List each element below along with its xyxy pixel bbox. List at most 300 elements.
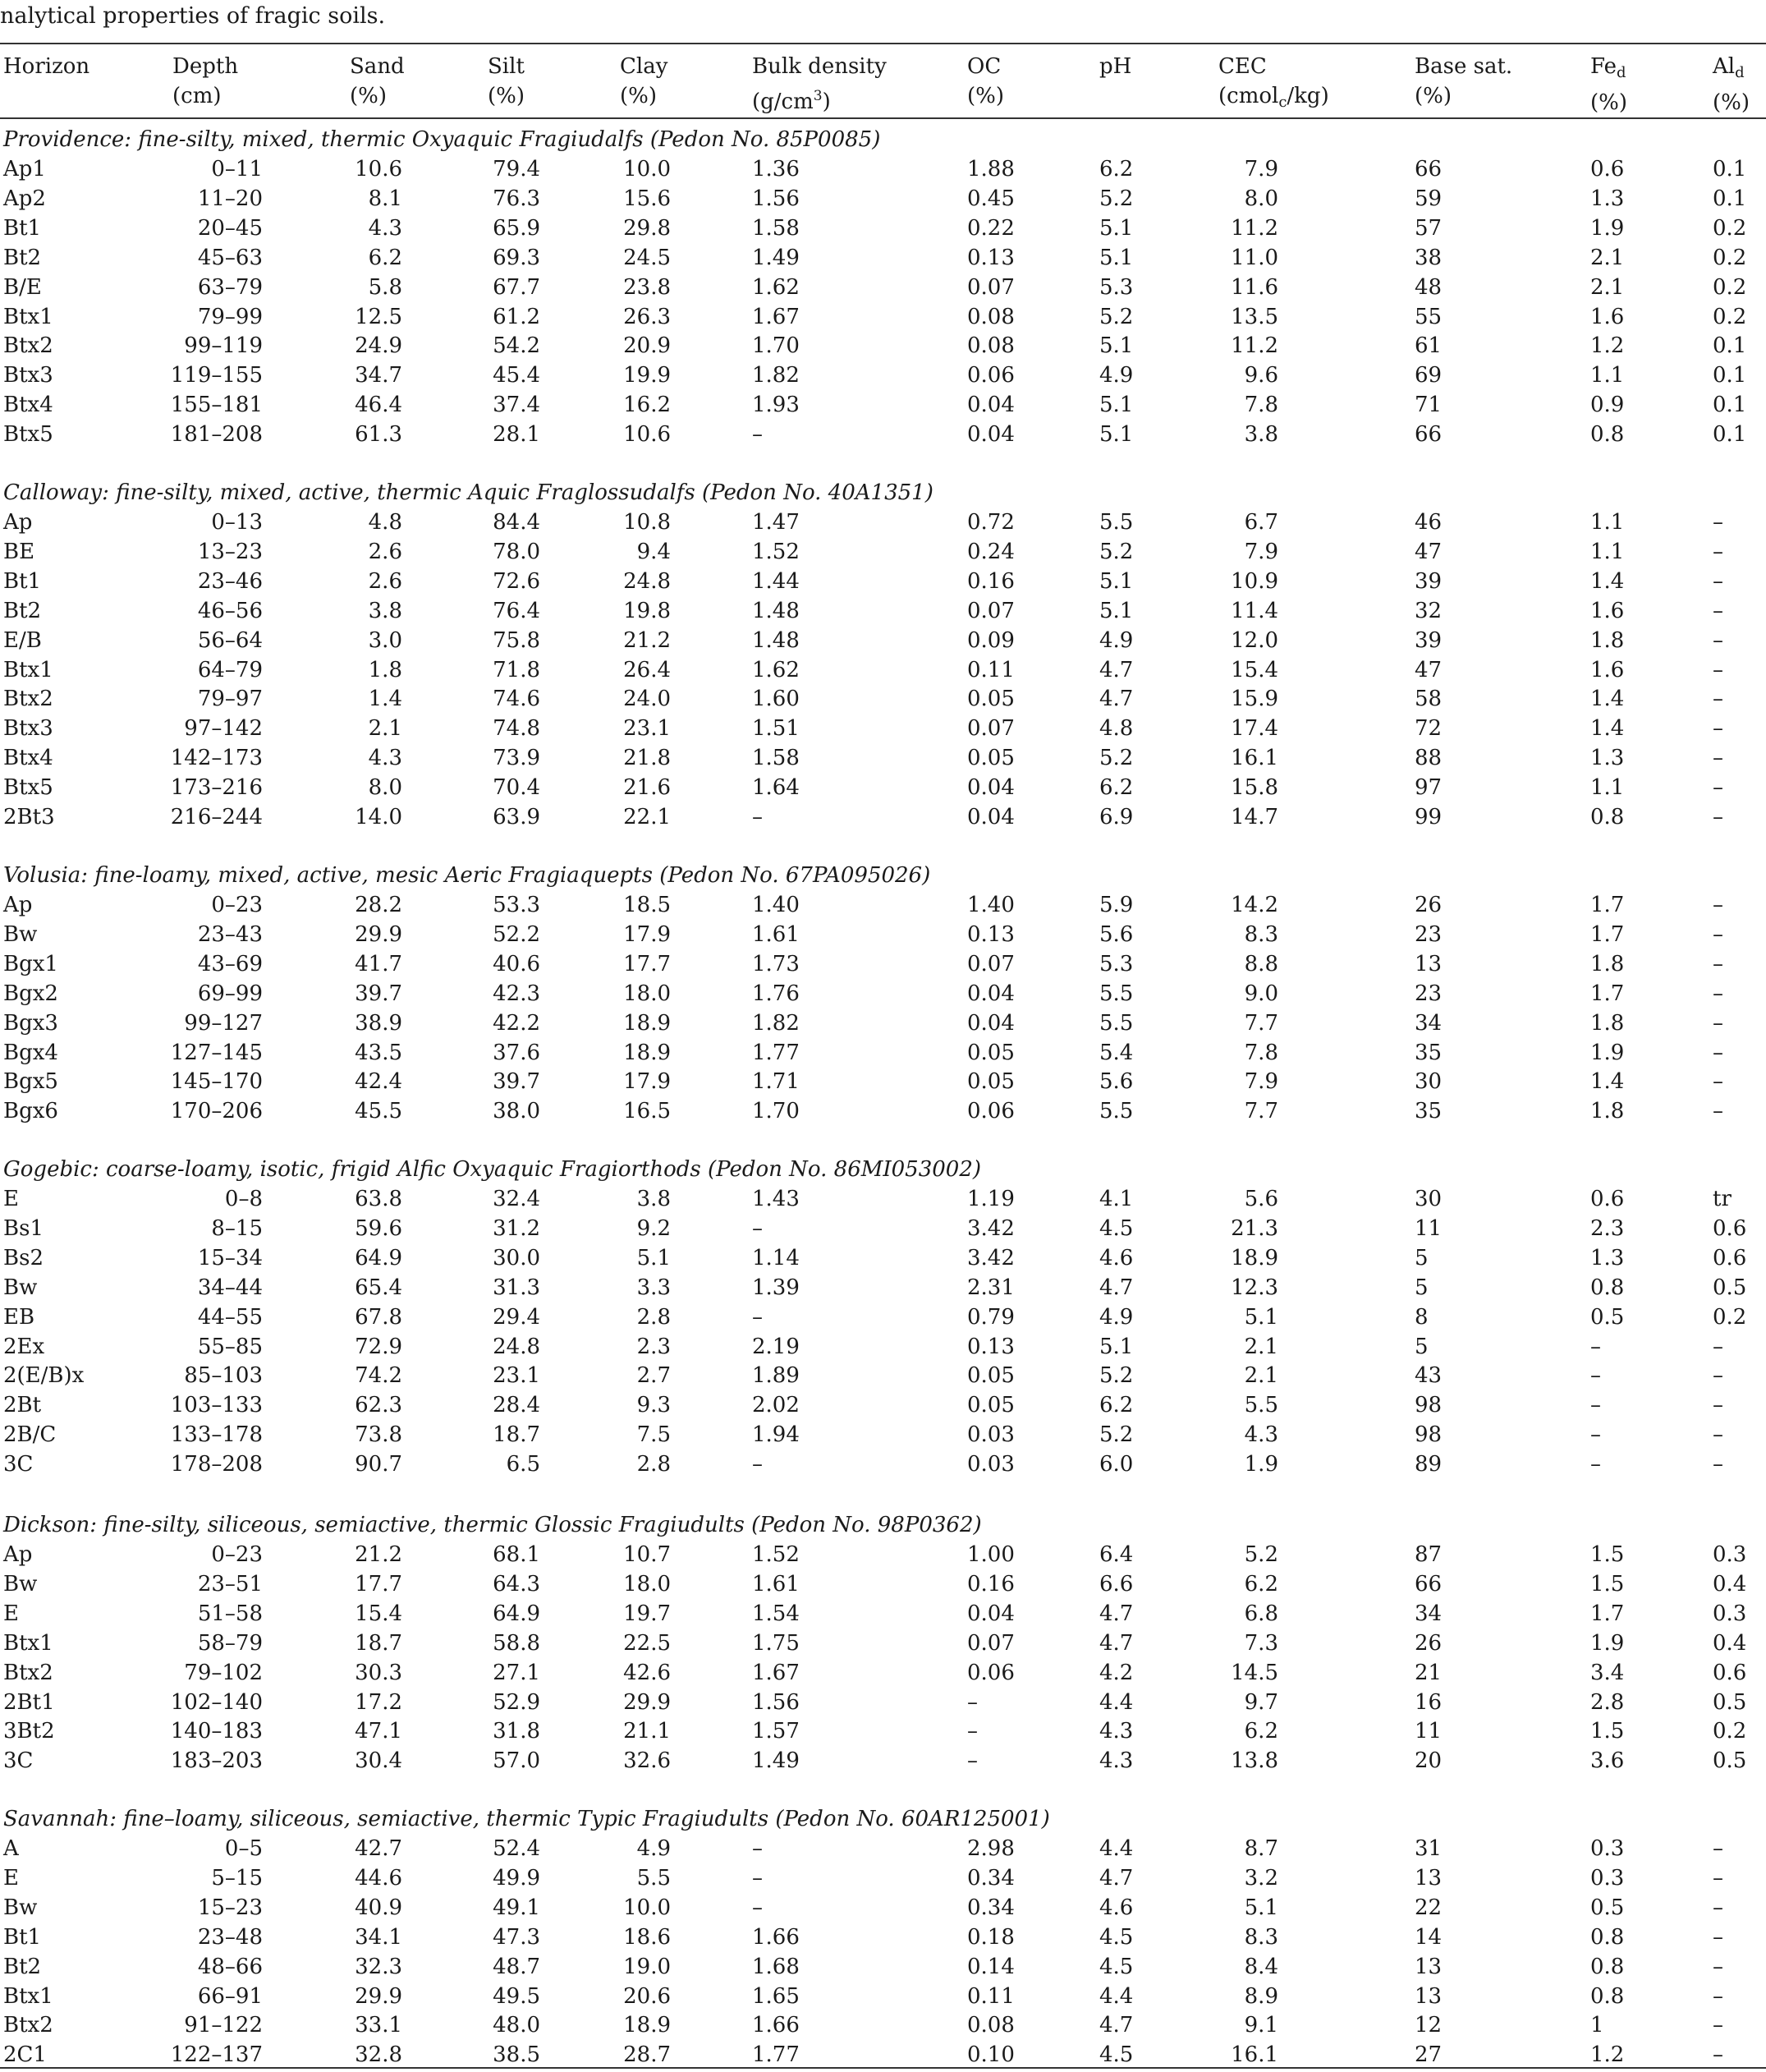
table-cell: 0.13 [967,246,1015,270]
table-cell: 38.5 [493,2042,540,2067]
table-cell: 1.39 [752,1275,800,1300]
table-cell: 1.51 [752,716,800,741]
table-cell: 1.49 [752,246,800,270]
table-cell: 66 [1415,157,1443,181]
table-cell: 64.9 [355,1246,402,1270]
table-row [0,567,1766,595]
table-cell: 6.5 [506,1452,540,1477]
table-cell: 15.6 [623,186,671,211]
table-row [0,627,1766,655]
table-cell: 14 [1415,1925,1443,1950]
table-cell: 0.72 [967,510,1015,535]
table-cell: 5.3 [1099,952,1134,976]
table-cell: – [1590,1335,1601,1359]
table-cell: 38 [1415,246,1443,270]
table-cell: 0–11 [211,157,263,181]
table-row [0,803,1766,831]
table-cell: 1.89 [752,1363,800,1388]
table-cell: 55–85 [197,1335,263,1359]
table-row [0,244,1766,272]
table-cell: 2Ex [3,1335,45,1359]
table-cell: 6.2 [368,246,402,270]
table-cell: Bgx4 [3,1041,58,1065]
table-row [0,1600,1766,1628]
table-cell: 20.9 [623,333,671,358]
table-cell: 22 [1415,1895,1443,1920]
table-cell: B/E [3,275,42,300]
table-cell: 0.08 [967,305,1015,329]
table-cell: 74.2 [355,1363,402,1388]
table-cell: 42.2 [493,1011,540,1036]
table-cell: 1.47 [752,510,800,535]
table-cell: 66–91 [197,1984,263,2009]
table-cell: Bw [3,1895,38,1920]
table-cell: 11 [1415,1216,1443,1241]
table-cell: – [1713,1925,1723,1950]
table-cell: – [1713,716,1723,741]
table-cell: 1.9 [1244,1452,1278,1477]
table-cell: 3.8 [636,1187,671,1211]
table-cell: Bt1 [3,1925,42,1950]
table-cell: – [967,1719,978,1744]
table-cell: 46.4 [355,393,402,417]
table-cell: 7.9 [1244,1069,1278,1094]
table-cell: 34.1 [355,1925,402,1950]
table-cell: 1.60 [752,687,800,711]
table-cell: 127–145 [170,1041,263,1065]
table-cell: 29.9 [355,1984,402,2009]
table-cell: 24.0 [623,687,671,711]
table-cell: 23–51 [197,1572,263,1596]
section-title: Providence: fine-silty, mixed, thermic Oxyaquic Fragiudalfs (Pedon No. 85P0085) [3,127,881,152]
table-cell: 5–15 [211,1866,263,1891]
table-cell: 1.36 [752,157,800,181]
table-cell: 4.3 [368,746,402,770]
table-cell: Bs1 [3,1216,44,1241]
table-row [0,656,1766,684]
table-cell: 1.3 [1590,746,1625,770]
table-cell: 23.8 [623,275,671,300]
table-cell: 55 [1415,305,1443,329]
table-cell: 47 [1415,658,1443,682]
table-cell: 58 [1415,687,1443,711]
table-cell: Bs2 [3,1246,44,1270]
table-cell: 4.7 [1099,2013,1134,2038]
table-cell: 8.3 [1244,1925,1278,1950]
table-cell: 140–183 [170,1719,263,1744]
table-cell: 1.4 [1590,569,1625,594]
table-cell: 4.9 [1099,363,1134,388]
table-cell: 59.6 [355,1216,402,1241]
table-cell: – [1713,805,1723,829]
table-cell: 23–43 [197,922,263,947]
table-cell: 216–244 [170,805,263,829]
table-cell: 0.08 [967,2013,1015,2038]
table-cell: 3.0 [368,628,402,653]
table-cell: 1.40 [967,893,1015,917]
table-cell: 21 [1415,1661,1443,1685]
table-cell: 74.8 [493,716,540,741]
table-cell: 1.48 [752,599,800,623]
table-cell: 4.7 [1099,1866,1134,1891]
table-cell: 6.2 [1099,157,1134,181]
table-cell: Btx1 [3,658,53,682]
table-cell: 7.8 [1244,393,1278,417]
table-cell: – [1713,2042,1723,2067]
table-cell: 10.6 [623,422,671,447]
table-cell: 71 [1415,393,1443,417]
table-cell: 1.58 [752,746,800,770]
table-cell: 1.5 [1590,1719,1625,1744]
table-cell: 22.5 [623,1631,671,1656]
table-cell: 8.4 [1244,1955,1278,1979]
table-cell: 1.62 [752,275,800,300]
table-cell: 5.1 [1244,1895,1278,1920]
table-cell: 31.8 [493,1719,540,1744]
table-cell: 45.5 [355,1099,402,1123]
table-cell: 1.65 [752,1984,800,2009]
table-cell: 22.1 [623,805,671,829]
table-cell: 181–208 [170,422,263,447]
table-cell: 0.14 [967,1955,1015,1979]
table-cell: 5.1 [1099,333,1134,358]
table-cell: 0.2 [1713,246,1747,270]
table-cell: 4.5 [1099,1955,1134,1979]
table-cell: 4.6 [1099,1246,1134,1270]
table-cell: 0.09 [967,628,1015,653]
table-cell: 2.8 [636,1452,671,1477]
table-cell: Btx4 [3,746,53,770]
table-cell: – [1713,922,1723,947]
table-cell: 58.8 [493,1631,540,1656]
table-cell: – [1713,775,1723,800]
table-row [0,1629,1766,1657]
table-cell: 0.11 [967,1984,1015,2009]
table-cell: 5.5 [1099,1011,1134,1036]
table-cell: 2Bt [3,1393,42,1417]
table-cell: 4.8 [1099,716,1134,741]
table-cell: 1.77 [752,1041,800,1065]
table-cell: Ap [3,893,33,917]
table-cell: 0.11 [967,658,1015,682]
table-cell: 61.2 [493,305,540,329]
table-cell: 64.9 [493,1601,540,1626]
table-row [0,1391,1766,1419]
table-cell: 6.6 [1099,1572,1134,1596]
table-cell: – [752,1305,763,1330]
table-cell: 28.7 [623,2042,671,2067]
table-cell: 31 [1415,1836,1443,1861]
table-cell: 0.07 [967,716,1015,741]
table-cell: 15–23 [197,1895,263,1920]
section-title: Dickson: fine-silty, siliceous, semiactive, thermic Glossic Fragiudults (Pedon No. 98P0362) [3,1513,982,1537]
table-cell: 13.5 [1231,305,1278,329]
column-header-bulk-density: Bulk density $(g/cm^3)$ [752,54,887,114]
table-cell: 98 [1415,1422,1443,1447]
table-cell: 15.8 [1231,775,1278,800]
table-cell: 9.2 [636,1216,671,1241]
table-row [0,1362,1766,1390]
table-cell: 1.52 [752,1542,800,1567]
table-cell: E [3,1866,19,1891]
table-row [0,1274,1766,1302]
table-cell: 21.8 [623,746,671,770]
table-cell: 9.4 [636,540,671,564]
table-cell: 5.1 [1099,246,1134,270]
table-cell: 15.9 [1231,687,1278,711]
table-cell: 7.8 [1244,1041,1278,1065]
table-cell: 66 [1415,422,1443,447]
table-cell: 2.98 [967,1836,1015,1861]
table-cell: 0.4 [1713,1631,1747,1656]
table-cell: 38.0 [493,1099,540,1123]
table-cell: 4.8 [368,510,402,535]
table-cell: 0.07 [967,952,1015,976]
table-cell: 16 [1415,1690,1443,1715]
table-cell: 24.9 [355,333,402,358]
table-cell: 0.05 [967,1069,1015,1094]
table-row [0,1541,1766,1569]
table-cell: 0–23 [211,893,263,917]
table-cell: – [1713,1363,1723,1388]
table-cell: 102–140 [170,1690,263,1715]
table-cell: Btx5 [3,422,53,447]
table-cell: 24.8 [623,569,671,594]
table-cell: 75.8 [493,628,540,653]
table-cell: Bgx2 [3,981,58,1006]
table-cell: 13 [1415,952,1443,976]
table-cell: 0.04 [967,1011,1015,1036]
table-cell: 30.3 [355,1661,402,1685]
table-cell: 1.5 [1590,1542,1625,1567]
table-cell: Bt1 [3,216,42,241]
table-cell: 8.3 [1244,922,1278,947]
table-cell: 0.8 [1590,1955,1625,1979]
table-cell: 34–44 [197,1275,263,1300]
table-cell: 18.9 [1231,1246,1278,1270]
table-cell: 0.3 [1590,1866,1625,1891]
table-cell: 35 [1415,1099,1443,1123]
table-cell: 1.1 [1590,510,1625,535]
table-cell: 32 [1415,599,1443,623]
table-cell: 11.2 [1231,216,1278,241]
table-cell: 65.9 [493,216,540,241]
table-cell: 5.2 [1099,305,1134,329]
table-cell: 4.7 [1099,1275,1134,1300]
table-cell: 56–64 [197,628,263,653]
table-row [0,332,1766,360]
column-header-silt: Silt (%) [488,54,525,108]
table-cell: – [1713,658,1723,682]
table-cell: 49.1 [493,1895,540,1920]
table-cell: 84.4 [493,510,540,535]
table-cell: 87 [1415,1542,1443,1567]
table-cell: 7.9 [1244,157,1278,181]
table-cell: 3.42 [967,1246,1015,1270]
table-cell: 4.9 [1099,1305,1134,1330]
table-cell: 0.2 [1713,216,1747,241]
table-cell: E/B [3,628,42,653]
table-cell: 0.5 [1713,1748,1747,1773]
table-cell: 0–13 [211,510,263,535]
table-cell: 15.4 [1231,658,1278,682]
table-cell: Btx1 [3,1631,53,1656]
table-cell: 29.9 [623,1690,671,1715]
table-row [0,891,1766,919]
table-cell: 43 [1415,1363,1443,1388]
table-cell: – [1590,1452,1601,1477]
table-cell: 5.2 [1244,1542,1278,1567]
table-cell: 1.66 [752,1925,800,1950]
table-cell: 0.18 [967,1925,1015,1950]
table-row [0,303,1766,331]
table-cell: 1.4 [368,687,402,711]
table-cell: 73.8 [355,1422,402,1447]
table-cell: 1.9 [1590,216,1625,241]
table-cell: 32.4 [493,1187,540,1211]
table-row [0,1068,1766,1096]
table-cell: 0.04 [967,422,1015,447]
table-cell: 17.9 [623,922,671,947]
table-cell: 0.8 [1590,1925,1625,1950]
column-header-oc: OC (%) [967,54,1004,108]
table-cell: 0.07 [967,275,1015,300]
table-row [0,597,1766,625]
table-cell: 18.7 [493,1422,540,1447]
table-cell: 49.9 [493,1866,540,1891]
table-cell: 23–46 [197,569,263,594]
table-cell: 9.7 [1244,1690,1278,1715]
table-row [0,1953,1766,1981]
table-cell: 0.06 [967,1099,1015,1123]
table-cell: 19.8 [623,599,671,623]
table-cell: 5 [1415,1246,1429,1270]
table-row [0,420,1766,448]
table-cell: 0.34 [967,1866,1015,1891]
table-cell: 28.2 [355,893,402,917]
table-cell: 63.8 [355,1187,402,1211]
table-cell: 1.76 [752,981,800,1006]
table-cell: 4.7 [1099,1601,1134,1626]
table-cell: 0.8 [1590,805,1625,829]
table-row [0,391,1766,419]
table-cell: 79–99 [197,305,263,329]
table-cell: 5 [1415,1275,1429,1300]
table-cell: – [1713,1335,1723,1359]
table-cell: 0–5 [224,1836,263,1861]
table-cell: 1.2 [1590,333,1625,358]
table-cell: 1.54 [752,1601,800,1626]
table-cell: 52.2 [493,922,540,947]
table-cell: 5.1 [1099,599,1134,623]
table-cell: – [1713,569,1723,594]
table-cell: 1.57 [752,1719,800,1744]
table-cell: 7.7 [1244,1011,1278,1036]
table-cell: tr [1713,1187,1732,1211]
table-cell: 57.0 [493,1748,540,1773]
column-header-depth: Depth (cm) [172,54,239,108]
table-cell: – [752,422,763,447]
table-cell: 0.45 [967,186,1015,211]
table-cell: 16.1 [1231,746,1278,770]
table-cell: 11.6 [1231,275,1278,300]
table-cell: 0.2 [1713,275,1747,300]
table-cell: 2.1 [1244,1335,1278,1359]
table-cell: 5.1 [1244,1305,1278,1330]
table-cell: 0.5 [1590,1895,1625,1920]
table-cell: 0.05 [967,1393,1015,1417]
table-cell: 3.4 [1590,1661,1625,1685]
table-row [0,1333,1766,1361]
table-cell: 1.66 [752,2013,800,2038]
column-header-ald: $Al_d$ (%) [1713,54,1750,115]
table-cell: 5.3 [1099,275,1134,300]
table-cell: 5.2 [1099,746,1134,770]
table-cell: 4.7 [1099,658,1134,682]
table-cell: 0.06 [967,1661,1015,1685]
table-row [0,2041,1766,2069]
table-cell: 10.0 [623,1895,671,1920]
table-cell: 2B/C [3,1422,57,1447]
table-cell: Bt2 [3,246,42,270]
table-cell: 0.1 [1713,363,1747,388]
table-cell: 1.7 [1590,1601,1625,1626]
table-cell: 1.52 [752,540,800,564]
table-cell: 79.4 [493,157,540,181]
table-cell: 14.5 [1231,1661,1278,1685]
table-cell: 28.4 [493,1393,540,1417]
table-cell: 52.4 [493,1836,540,1861]
table-cell: 0.06 [967,363,1015,388]
table-cell: 1.61 [752,1572,800,1596]
table-cell: 88 [1415,746,1443,770]
table-cell: 1.67 [752,305,800,329]
table-cell: – [1713,1984,1723,2009]
table-row [0,538,1766,566]
table-cell: 9.6 [1244,363,1278,388]
table-row [0,921,1766,949]
table-cell: 90.7 [355,1452,402,1477]
table-cell: 47 [1415,540,1443,564]
table-cell: 27 [1415,2042,1443,2067]
table-cell: 4.5 [1099,2042,1134,2067]
table-cell: 48–66 [197,1955,263,1979]
section-title: Gogebic: coarse-loamy, isotic, frigid Alfic Oxyaquic Fragiorthods (Pedon No. 86MI053002) [3,1157,982,1182]
table-row [0,1923,1766,1951]
table-cell: 42.4 [355,1069,402,1094]
table-cell: 51–58 [197,1601,263,1626]
table-cell: 26.4 [623,658,671,682]
table-cell: 89 [1415,1452,1443,1477]
table-cell: 15.4 [355,1601,402,1626]
table-cell: 79–102 [184,1661,263,1685]
table-cell: 31.2 [493,1216,540,1241]
table-cell: 4.7 [1099,1631,1134,1656]
table-cell: 30 [1415,1069,1443,1094]
table-cell: 0.79 [967,1305,1015,1330]
table-cell: 26 [1415,1631,1443,1656]
table-cell: – [1713,540,1723,564]
table-cell: 12.0 [1231,628,1278,653]
table-cell: BE [3,540,35,564]
table-cell: 4.4 [1099,1984,1134,2009]
table-cell: 1.70 [752,1099,800,1123]
table-row [0,980,1766,1008]
table-cell: 5.2 [1099,1363,1134,1388]
table-cell: 1.40 [752,893,800,917]
table-cell: 9.3 [636,1393,671,1417]
table-cell: 74.6 [493,687,540,711]
